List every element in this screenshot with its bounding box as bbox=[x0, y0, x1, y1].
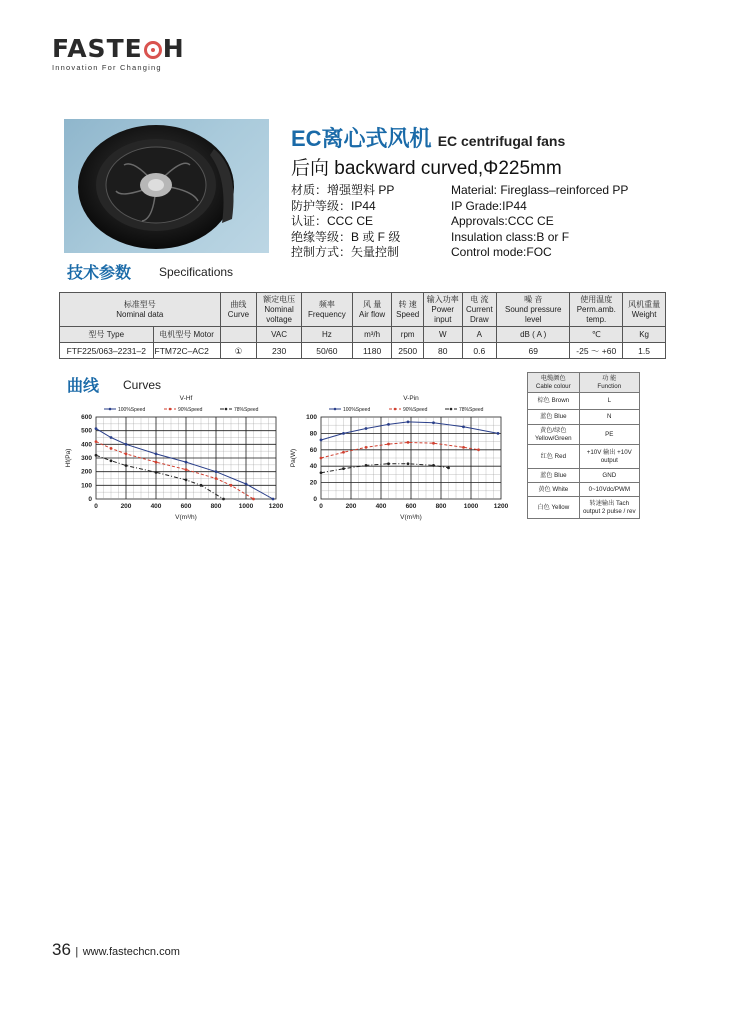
x-tick-label: 200 bbox=[120, 503, 132, 510]
data-point bbox=[387, 462, 390, 465]
curves-heading-en: Curves bbox=[123, 378, 162, 392]
legend-label: 100%Speed bbox=[343, 407, 371, 413]
legend-marker bbox=[225, 408, 228, 411]
y-tick-label: 400 bbox=[81, 441, 92, 449]
y-tick-label: 100 bbox=[306, 414, 317, 421]
legend-label: 90%Speed bbox=[403, 407, 428, 413]
data-point bbox=[110, 447, 113, 450]
wiring-table bbox=[527, 372, 640, 519]
col-airflow: 风 量 Air flow bbox=[352, 293, 392, 327]
val-speed: 2500 bbox=[392, 343, 424, 359]
data-point bbox=[497, 432, 500, 435]
data-point bbox=[342, 467, 345, 470]
properties-cn bbox=[291, 183, 400, 261]
x-axis-label: V(m³/h) bbox=[400, 514, 422, 521]
spec-header-row bbox=[60, 293, 666, 327]
property-line: 认证：CCC CE bbox=[291, 214, 374, 228]
val-current: 0.6 bbox=[462, 343, 497, 359]
data-point bbox=[462, 446, 465, 449]
unit-airflow: m³/h bbox=[352, 327, 392, 343]
data-point bbox=[95, 427, 98, 430]
data-point bbox=[320, 439, 323, 442]
unit-curve bbox=[220, 327, 257, 343]
unit-motor: 电机型号 Motor bbox=[153, 327, 220, 343]
data-point bbox=[215, 477, 218, 480]
fan-image bbox=[64, 119, 269, 253]
val-noise: 69 bbox=[497, 343, 570, 359]
x-tick-label: 1000 bbox=[463, 503, 479, 510]
product-photo bbox=[64, 119, 269, 253]
y-tick-label: 40 bbox=[309, 463, 317, 471]
spec-table bbox=[59, 292, 666, 359]
x-tick-label: 0 bbox=[94, 503, 98, 510]
spec-data-row bbox=[60, 343, 666, 359]
col-power: 输入功率 Power input bbox=[423, 293, 462, 327]
data-point bbox=[155, 471, 158, 474]
data-point bbox=[320, 457, 323, 460]
data-point bbox=[110, 436, 113, 439]
x-tick-label: 1200 bbox=[268, 503, 284, 510]
unit-frequency: Hz bbox=[301, 327, 352, 343]
data-point bbox=[342, 451, 345, 454]
product-subtitle: 后向 backward curved,Φ225mm bbox=[291, 158, 562, 179]
col-temp: 使用温度 Perm.amb. temp. bbox=[570, 293, 623, 327]
data-point bbox=[432, 442, 435, 445]
data-point bbox=[432, 421, 435, 424]
legend-marker bbox=[334, 408, 337, 411]
col-current: 电 流 Current Draw bbox=[462, 293, 497, 327]
y-tick-label: 0 bbox=[313, 496, 317, 503]
spec-units-row bbox=[60, 327, 666, 343]
data-point bbox=[387, 443, 390, 446]
spec-heading-en: Specifications bbox=[159, 265, 234, 279]
wiring-header bbox=[528, 373, 640, 393]
data-point bbox=[230, 484, 233, 487]
unit-temp: ℃ bbox=[570, 327, 623, 343]
data-point bbox=[185, 478, 188, 481]
brand-tagline: Innovation For Changing bbox=[52, 63, 162, 72]
data-point bbox=[125, 443, 128, 446]
val-motor: FTM72C–AC2 bbox=[153, 343, 220, 359]
data-point bbox=[110, 459, 113, 462]
target-icon bbox=[144, 41, 162, 59]
val-curve: ① bbox=[220, 343, 257, 359]
data-point bbox=[95, 440, 98, 443]
property-line: 防护等级：IP44 bbox=[291, 198, 376, 213]
data-point bbox=[185, 461, 188, 464]
data-point bbox=[342, 432, 345, 435]
unit-type: 型号 Type bbox=[60, 327, 154, 343]
legend-label: 78%Speed bbox=[234, 407, 259, 413]
curves-heading-cn: 曲线 bbox=[67, 378, 100, 395]
unit-weight: Kg bbox=[623, 327, 666, 343]
wiring-row: 白色 Yellow 转速输出 Tach output 2 pulse / rev bbox=[528, 497, 640, 519]
legend-label: 90%Speed bbox=[178, 407, 203, 413]
data-point bbox=[320, 471, 323, 474]
wiring-col-function: 功 能 Function bbox=[579, 373, 639, 393]
legend-marker bbox=[450, 408, 453, 411]
unit-speed: rpm bbox=[392, 327, 424, 343]
y-axis-label: Hf(Pa) bbox=[65, 448, 72, 468]
legend-marker bbox=[394, 408, 397, 411]
data-point bbox=[245, 483, 248, 486]
data-point bbox=[407, 441, 410, 444]
data-point bbox=[365, 464, 368, 467]
val-voltage: 230 bbox=[257, 343, 302, 359]
y-tick-label: 80 bbox=[309, 430, 317, 438]
wiring-row: 蓝色 Blue N bbox=[528, 410, 640, 425]
data-point bbox=[365, 427, 368, 430]
val-temp: -25 ～ +60 bbox=[570, 343, 623, 359]
unit-voltage: VAC bbox=[257, 327, 302, 343]
legend-marker bbox=[169, 408, 172, 411]
val-weight: 1.5 bbox=[623, 343, 666, 359]
y-tick-label: 500 bbox=[81, 427, 92, 435]
chart-v-hf bbox=[60, 393, 290, 525]
properties-en bbox=[451, 183, 628, 261]
y-tick-label: 20 bbox=[309, 479, 317, 487]
data-point bbox=[407, 421, 410, 424]
data-point bbox=[432, 464, 435, 467]
chart-v-pin bbox=[285, 393, 510, 525]
chart-title: V-Hf bbox=[179, 395, 193, 402]
brand-name: FASTE H bbox=[52, 34, 185, 63]
website-link[interactable]: www.fastechcn.com bbox=[82, 946, 180, 958]
data-point bbox=[272, 498, 275, 501]
wiring-row: 蓝色 Blue GND bbox=[528, 469, 640, 483]
property-line: 绝缘等级：B 或 F 级 bbox=[291, 229, 401, 244]
data-point bbox=[215, 470, 218, 473]
y-tick-label: 60 bbox=[309, 446, 317, 454]
x-tick-label: 0 bbox=[319, 503, 323, 510]
wiring-col-colour: 电缆颜色 Cable colour bbox=[528, 373, 580, 393]
data-point bbox=[222, 498, 225, 501]
product-title: EC离心式风机 EC centrifugal fans bbox=[291, 126, 566, 151]
x-axis-label: V(m³/h) bbox=[175, 514, 197, 521]
property-line: 材质：增强塑料 PP bbox=[291, 183, 395, 197]
unit-power: W bbox=[423, 327, 462, 343]
y-tick-label: 300 bbox=[81, 455, 92, 462]
unit-current: A bbox=[462, 327, 497, 343]
brand-logo bbox=[52, 36, 185, 72]
data-point bbox=[95, 454, 98, 457]
property-line: Control mode:FOC bbox=[451, 245, 552, 259]
data-point bbox=[365, 446, 368, 449]
property-line: Insulation class:B or F bbox=[451, 229, 570, 244]
footer-separator: | bbox=[75, 946, 79, 958]
x-tick-label: 400 bbox=[375, 503, 387, 510]
page-footer bbox=[52, 940, 180, 960]
x-tick-label: 200 bbox=[345, 503, 357, 510]
x-tick-label: 600 bbox=[180, 503, 192, 510]
legend-marker bbox=[109, 408, 112, 411]
data-point bbox=[252, 498, 255, 501]
x-tick-label: 600 bbox=[405, 503, 417, 510]
data-point bbox=[462, 425, 465, 428]
y-tick-label: 600 bbox=[81, 414, 92, 421]
val-frequency: 50/60 bbox=[301, 343, 352, 359]
col-speed: 转 速 Speed bbox=[392, 293, 424, 327]
data-point bbox=[125, 453, 128, 456]
col-noise: 噪 音 Sound pressure level bbox=[497, 293, 570, 327]
data-point bbox=[125, 464, 128, 467]
property-line: 控制方式：矢量控制 bbox=[291, 245, 400, 259]
property-line: Approvals:CCC CE bbox=[451, 214, 554, 228]
unit-noise: dB ( A ) bbox=[497, 327, 570, 343]
col-curve: 曲线 Curve bbox=[220, 293, 257, 327]
chart-title: V-Pin bbox=[403, 395, 419, 402]
data-point bbox=[407, 462, 410, 465]
data-point bbox=[200, 484, 203, 487]
y-tick-label: 100 bbox=[81, 482, 92, 490]
y-tick-label: 0 bbox=[88, 496, 92, 503]
col-voltage: 额定电压 Nominal voltage bbox=[257, 293, 302, 327]
x-tick-label: 400 bbox=[150, 503, 162, 510]
wiring-row: 棕色 Brown L bbox=[528, 393, 640, 410]
spec-heading-cn: 技术参数 bbox=[67, 265, 132, 282]
val-power: 80 bbox=[423, 343, 462, 359]
col-nominal: 标准型号 Nominal data bbox=[60, 293, 221, 327]
legend-label: 78%Speed bbox=[459, 407, 484, 413]
x-tick-label: 800 bbox=[210, 503, 222, 510]
wiring-row: 黄色 White 0~10Vdc/PWM bbox=[528, 483, 640, 497]
data-point bbox=[155, 461, 158, 464]
col-weight: 风机重量 Weight bbox=[623, 293, 666, 327]
data-point bbox=[447, 466, 450, 469]
property-line: Material: Fireglass–reinforced PP bbox=[451, 183, 629, 197]
y-axis-label: Pa(W) bbox=[290, 448, 297, 468]
val-airflow: 1180 bbox=[352, 343, 392, 359]
x-tick-label: 800 bbox=[435, 503, 447, 510]
wiring-row: 红色 Red +10V 输出 +10V output bbox=[528, 445, 640, 469]
col-frequency: 频率 Frequency bbox=[301, 293, 352, 327]
page-number: 36 bbox=[52, 940, 71, 959]
x-tick-label: 1000 bbox=[238, 503, 254, 510]
y-tick-label: 200 bbox=[81, 468, 92, 476]
data-point bbox=[185, 468, 188, 471]
val-type: FTF225/063–2231–2 bbox=[60, 343, 154, 359]
property-line: IP Grade:IP44 bbox=[451, 198, 527, 213]
data-point bbox=[477, 448, 480, 451]
wiring-row: 黄色/绿色 Yellow/Green PE bbox=[528, 425, 640, 445]
legend-label: 100%Speed bbox=[118, 407, 146, 413]
x-tick-label: 1200 bbox=[493, 503, 509, 510]
data-point bbox=[387, 423, 390, 426]
data-point bbox=[155, 453, 158, 456]
